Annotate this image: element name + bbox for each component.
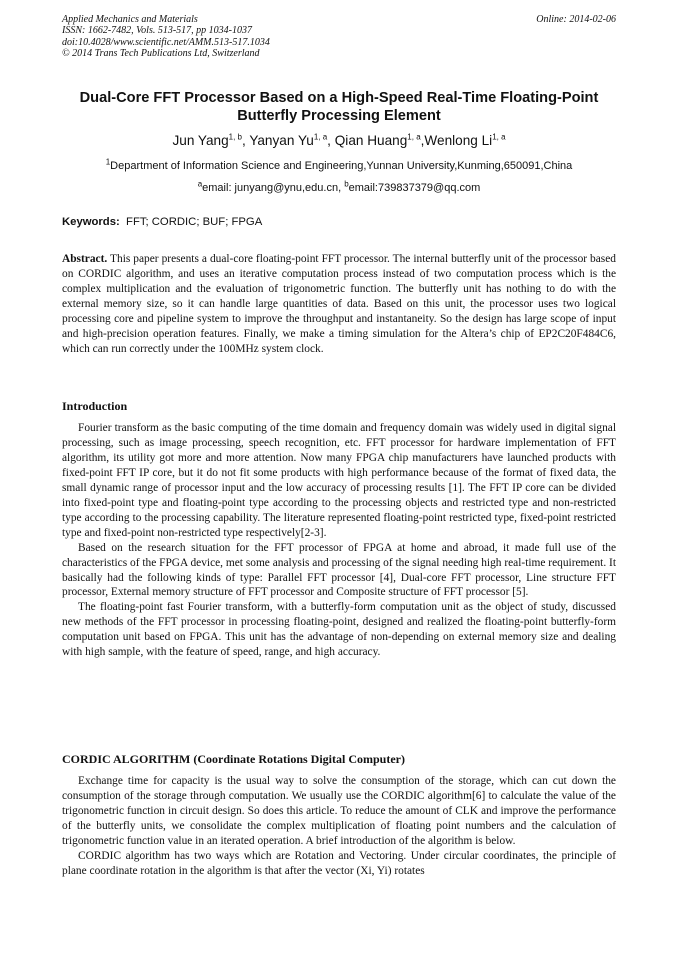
abstract-label: Abstract. bbox=[62, 253, 108, 265]
email-line bbox=[50, 181, 628, 195]
author-list: Jun Yang$^{1, b}$, Yanyan Yu$^{1, a}$, Qian Huang$^{1, a}$,Wenlong Li$^{1, a}$ bbox=[172, 132, 506, 148]
keywords bbox=[62, 215, 616, 229]
abstract-text: This paper presents a dual-core floating-point FFT processor. The internal butterfly unit of the processor based on CORDIC algorithm, and uses an iterative computation process instead of two computation process which is the complex multiplication and the evaluation of trigonometric function. The butterfly unit has nothing to do with the external memory size, so it can handle large quantities of data. Based on this unit, the processor uses two logical processing core and pipeline system to improve the throughput and instantaneity. So the design has large scope of input and high-precision operation features. Finally, we make a timing simulation for the Altera’s chip of EP2C20F484C6, which can run correctly under the 100MHz system clock. bbox=[62, 253, 616, 355]
journal-header bbox=[62, 14, 482, 60]
author-name: Yanyan Yu bbox=[249, 133, 314, 148]
email-mark-b: b bbox=[344, 179, 349, 189]
section-heading-cordic: CORDIC ALGORITHM (Coordinate Rotations Digital Computer) bbox=[62, 752, 405, 766]
online-date: Online: 2014-02-06 bbox=[536, 14, 616, 25]
section-heading-introduction: Introduction bbox=[62, 399, 128, 413]
author-affiliation-mark: 1, a bbox=[407, 132, 421, 142]
affiliation bbox=[50, 159, 628, 173]
paragraph: Based on the research situation for the FFT processor of FPGA at home and abroad, it made full use of the characteristics of the FPGA device, met some analysis and processing of the signal needing high real-time requirement. It basically had the following kinds of type: Parallel FFT processor [4], Dual-core FFT processor, Line structure FFT processor, External memory structure of FFT processor and Composite structure of FFT processor [5]. bbox=[62, 541, 616, 599]
author-name: Jun Yang bbox=[172, 133, 229, 148]
author-affiliation-mark: 1, a bbox=[313, 132, 328, 142]
email-mark-a: a bbox=[197, 179, 203, 189]
affiliation-text: Department of Information Science and Engineering,Yunnan University,Kunming,650091,China bbox=[110, 160, 573, 172]
paragraph: CORDIC algorithm has two ways which are Rotation and Vectoring. Under circular coordinates, the principle of plane coordinate rotation in the algorithm is that after the vector (Xi, Yi) rotates bbox=[62, 849, 616, 877]
affiliation-mark: 1 bbox=[105, 157, 111, 167]
introduction-body bbox=[62, 421, 616, 660]
author-name: Wenlong Li bbox=[424, 133, 493, 148]
cordic-body bbox=[62, 774, 616, 879]
doi-line: doi:10.4028/www.scientific.net/AMM.513-517.1034 bbox=[62, 36, 270, 48]
issn-line: ISSN: 1662-7482, Vols. 513-517, pp 1034-1037 bbox=[62, 25, 252, 37]
email-b: email:739837379@qq.com bbox=[348, 182, 481, 194]
paragraph: Exchange time for capacity is the usual way to solve the consumption of the storage, which can cut down the consumption of the storage through computation. We usually use the CORDIC algorithm[6] to calculate the value of the trigonometric function in circuit design. So does this article. To reduce the amount of CLK and improve the performance of the butterfly units, we consolidate the complex multiplication of floating point numbers and the calculation of trigonometric function value in an iterated operation. A brief introduction of the algorithm is below. bbox=[62, 775, 616, 847]
paragraph: Fourier transform as the basic computing of the time domain and frequency domain was widely used in digital signal processing, such as image processing, speech recognition, etc. FFT processor for hardware implementation of FFT algorithm, its utility got more and more attention. Now many FPGA chip manufacturers have launched products with fixed-point FFT IP core, but it do not fit some products with high performance because of the format of fixed data, the small dynamic range of processor input and the low accuracy of processing results [1]. The FFT IP core can be divided into fixed-point type and floating-point type according to the processing objects and restricted type and non-restricted type according to the processing capability. The literature represented floating-point restricted type, fixed-point restricted type and fixed-point non-restricted type respectively[2-3]. bbox=[62, 422, 616, 539]
keywords-label: Keywords: bbox=[62, 216, 120, 228]
paragraph: The floating-point fast Fourier transform, with a butterfly-form computation unit as the object of study, discussed new methods of the FFT processor in processing floating-point, designed and realized the floating-point butterfly-form computation unit based on FPGA. This unit has the advantage of non-depending on external memory size and dealing with high sample, with the feature of speed, range, and high accuracy. bbox=[62, 601, 616, 659]
keywords-text: FFT; CORDIC; BUF; FPGA bbox=[126, 216, 263, 228]
copyright-line: © 2014 Trans Tech Publications Ltd, Switzerland bbox=[62, 48, 260, 60]
journal-name: Applied Mechanics and Materials bbox=[62, 14, 198, 25]
email-a: email: junyang@ynu,edu.cn, bbox=[202, 182, 345, 194]
paper-title: Dual-Core FFT Processor Based on a High-Speed Real-Time Floating-Point Butterfly Processing Element bbox=[79, 90, 599, 124]
author-name: Qian Huang bbox=[334, 133, 408, 148]
author-affiliation-mark: 1, a bbox=[492, 132, 506, 142]
author-affiliation-mark: 1, b bbox=[228, 132, 242, 142]
abstract bbox=[62, 252, 616, 357]
